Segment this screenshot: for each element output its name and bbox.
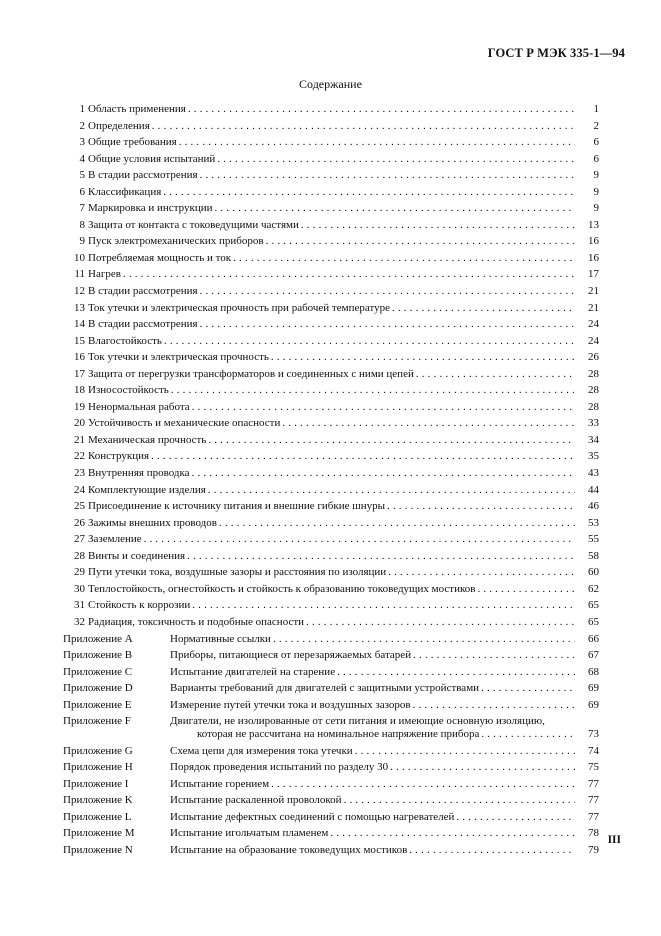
toc-entry[interactable] (63, 432, 599, 449)
toc-entry[interactable] (63, 217, 599, 234)
document-header: ГОСТ Р МЭК 335-1—94 (487, 46, 625, 60)
entry-title: Винты и соединения (88, 549, 186, 562)
entry-title: Область применения (88, 103, 186, 115)
dot-leader (200, 167, 575, 184)
entry-page: 65 (588, 599, 599, 612)
entry-page: 65 (588, 615, 599, 628)
entry-title: Классификация (88, 185, 162, 198)
entry-number: 6 (79, 185, 85, 198)
dot-leader (217, 151, 575, 168)
toc-appendix-entry[interactable] (63, 697, 599, 714)
entry-number: 9 (79, 235, 85, 248)
toc-entry[interactable] (63, 597, 599, 614)
dot-leader (151, 448, 575, 465)
appendix-prefix: Приложение I (63, 777, 129, 790)
entry-title: В стадии рассмотрения (88, 318, 198, 331)
entry-number: 17 (74, 367, 85, 380)
page-number: III (607, 834, 621, 846)
entry-page: 6 (593, 152, 599, 165)
entry-title: Маркировка и инструкции (88, 202, 213, 215)
dot-leader (388, 564, 575, 581)
dot-leader (208, 482, 575, 499)
entry-page: 9 (593, 169, 599, 182)
entry-title: Радиация, токсичность и подобные опасности (88, 615, 305, 628)
dot-leader (123, 266, 575, 283)
entry-title: Ток утечки и электрическая прочность при рабочей температуре (88, 301, 390, 314)
toc-entry[interactable] (63, 167, 599, 184)
entry-page: 21 (588, 301, 599, 314)
entry-page: 77 (588, 777, 599, 790)
entry-page: 1 (593, 103, 599, 115)
entry-page: 28 (588, 367, 599, 380)
appendix-prefix: Приложение C (63, 665, 133, 678)
appendix-title: Испытание на образование токоведущих мостиков (170, 844, 408, 857)
entry-page: 62 (588, 582, 599, 595)
appendix-title-cont: которая не рассчитана на номинальное напряжение прибора (197, 727, 480, 740)
entry-page: 34 (588, 433, 599, 446)
dot-leader (456, 809, 575, 826)
entry-page: 43 (588, 467, 599, 480)
entry-page: 67 (588, 649, 599, 662)
entry-page: 46 (588, 500, 599, 513)
entry-page: 16 (588, 251, 599, 264)
entry-page: 17 (588, 268, 599, 281)
entry-number: 12 (74, 285, 85, 298)
toc-appendix-entry[interactable] (63, 776, 599, 793)
entry-title: Защита от контакта с токоведущими частями (88, 218, 299, 231)
toc-appendix-entry[interactable] (63, 759, 599, 776)
entry-page: 79 (588, 844, 599, 857)
entry-page: 9 (593, 185, 599, 198)
entry-title: В стадии рассмотрения (88, 169, 198, 182)
dot-leader (152, 118, 575, 135)
entry-page: 60 (588, 566, 599, 579)
appendix-prefix: Приложение F (63, 715, 131, 728)
dot-leader (215, 200, 576, 217)
appendix-title: Испытание игольчатым пламенем (170, 827, 329, 840)
entry-number: 14 (74, 318, 85, 331)
entry-number: 16 (74, 351, 85, 364)
dot-leader (416, 366, 575, 383)
appendix-title-block (170, 715, 599, 740)
dot-leader (390, 759, 575, 776)
entry-number: 22 (74, 450, 85, 463)
entry-page: 75 (588, 761, 599, 774)
entry-page: 66 (588, 632, 599, 645)
entry-title: Защита от перегрузки трансформаторов и соединенных с ними цепей (88, 367, 414, 380)
toc-entry[interactable] (63, 382, 599, 399)
entry-number: 18 (74, 384, 85, 397)
entry-title: Общие условия испытаний (88, 152, 216, 165)
dot-leader (413, 697, 575, 714)
dot-leader (306, 614, 575, 631)
entry-page: 74 (588, 744, 599, 757)
entry-page: 6 (593, 136, 599, 149)
dot-leader (163, 184, 575, 201)
entry-title: Конструкция (88, 450, 150, 463)
entry-number: 8 (79, 218, 85, 231)
appendix-prefix: Приложение M (63, 827, 135, 840)
dot-leader (192, 399, 575, 416)
dot-leader (271, 349, 575, 366)
dot-leader (355, 743, 575, 760)
toc-entry[interactable] (63, 399, 599, 416)
entry-number: 21 (74, 433, 85, 446)
table-of-contents (63, 101, 599, 859)
entry-page: 69 (588, 698, 599, 711)
toc-entry[interactable] (63, 515, 599, 532)
entry-number: 15 (74, 334, 85, 347)
entry-page: 77 (588, 810, 599, 823)
toc-appendix-entry[interactable] (63, 664, 599, 681)
toc-entry[interactable] (63, 366, 599, 383)
dot-leader (271, 776, 575, 793)
entry-page: 44 (588, 483, 599, 496)
entry-number: 13 (74, 301, 85, 314)
entry-title: Ненормальная работа (88, 400, 190, 413)
dot-leader (200, 283, 575, 300)
dot-leader (273, 631, 575, 648)
toc-entry[interactable] (63, 118, 599, 135)
dot-leader (266, 233, 575, 250)
toc-entry[interactable] (63, 548, 599, 565)
toc-entry[interactable] (63, 349, 599, 366)
toc-entry[interactable] (63, 531, 599, 548)
toc-entry[interactable] (63, 151, 599, 168)
entry-title: Общие требования (88, 136, 177, 149)
entry-number: 30 (74, 582, 85, 595)
entry-page: 26 (588, 351, 599, 364)
toc-entry[interactable] (63, 498, 599, 515)
toc-appendix-entry[interactable] (63, 743, 599, 760)
dot-leader (233, 250, 575, 267)
entry-number: 29 (74, 566, 85, 579)
entry-page: 21 (588, 285, 599, 298)
toc-entry[interactable] (63, 465, 599, 482)
entry-number: 19 (74, 400, 85, 413)
dot-leader (192, 465, 575, 482)
entry-number: 26 (74, 516, 85, 529)
entry-title: Ток утечки и электрическая прочность (88, 351, 269, 364)
entry-title: Износостойкость (88, 384, 169, 397)
entry-page: 24 (588, 334, 599, 347)
entry-title: Пути утечки тока, воздушные зазоры и расстояния по изоляции (88, 566, 387, 579)
appendix-title: Нормативные ссылки (170, 632, 271, 645)
appendix-title: Двигатели, не изолированные от сети питания и имеющие основную изоляцию, (170, 715, 545, 728)
toc-entry[interactable] (63, 333, 599, 350)
entry-page: 55 (588, 533, 599, 546)
entry-number: 3 (79, 136, 85, 149)
dot-leader (219, 515, 575, 532)
toc-entry[interactable] (63, 266, 599, 283)
toc-appendix-entry[interactable] (63, 647, 599, 664)
toc-entry[interactable] (63, 581, 599, 598)
toc-entry[interactable] (63, 200, 599, 217)
entry-title: Нагрев (88, 268, 121, 281)
entry-title: Устойчивость и механические опасности (88, 417, 281, 430)
entry-number: 32 (74, 615, 85, 628)
toc-entry[interactable] (63, 250, 599, 267)
entry-number: 24 (74, 483, 85, 496)
toc-entry[interactable] (63, 134, 599, 151)
toc-entry[interactable] (63, 101, 599, 118)
entry-title: Внутренняя проводка (88, 467, 190, 480)
dot-leader (330, 825, 575, 842)
appendix-title: Измерение путей утечки тока и воздушных зазоров (170, 698, 411, 711)
appendix-prefix: Приложение B (63, 649, 133, 662)
appendix-prefix: Приложение L (63, 810, 132, 823)
dot-leader (187, 548, 575, 565)
entry-page: 28 (588, 384, 599, 397)
entry-title: В стадии рассмотрения (88, 285, 198, 298)
entry-number: 5 (79, 169, 85, 182)
toc-appendix-entry[interactable] (63, 713, 599, 743)
entry-page: 78 (588, 827, 599, 840)
dot-leader (188, 101, 575, 118)
dot-leader (164, 333, 575, 350)
toc-entry[interactable] (63, 482, 599, 499)
toc-title: Содержание (299, 77, 362, 91)
entry-page: 53 (588, 516, 599, 529)
dot-leader (477, 581, 575, 598)
entry-page: 77 (588, 794, 599, 807)
entry-page: 28 (588, 400, 599, 413)
appendix-prefix: Приложение K (63, 794, 133, 807)
entry-title: Потребляемая мощность и ток (88, 251, 232, 264)
dot-leader (171, 382, 575, 399)
entry-number: 27 (74, 533, 85, 546)
toc-appendix-entry[interactable] (63, 809, 599, 826)
entry-title: Стойкость к коррозии (88, 599, 191, 612)
entry-title: Теплостойкость, огнестойкость и стойкость к образованию токоведущих мостиков (88, 582, 476, 595)
entry-page: 9 (593, 202, 599, 215)
entry-page: 13 (588, 218, 599, 231)
appendix-prefix: Приложение D (63, 682, 133, 695)
entry-page: 2 (593, 119, 599, 132)
entry-number: 20 (74, 417, 85, 430)
dot-leader (337, 664, 575, 681)
entry-page: 69 (588, 682, 599, 695)
entry-number: 31 (74, 599, 85, 612)
entry-title: Механическая прочность (88, 433, 207, 446)
entry-title: Пуск электромеханических приборов (88, 235, 264, 248)
appendix-prefix: Приложение H (63, 761, 133, 774)
entry-title: Влагостойкость (88, 334, 162, 347)
appendix-title: Варианты требований для двигателей с защитными устройствами (170, 682, 480, 695)
toc-entry[interactable] (63, 233, 599, 250)
entry-number: 11 (74, 268, 85, 281)
appendix-title: Схема цепи для измерения тока утечки (170, 744, 353, 757)
entry-title: Заземление (88, 533, 142, 546)
appendix-prefix: Приложение G (63, 744, 133, 757)
dot-leader (344, 792, 575, 809)
toc-entry[interactable] (63, 300, 599, 317)
entry-page: 35 (588, 450, 599, 463)
toc-appendix-entry[interactable] (63, 825, 599, 842)
entry-number: 25 (74, 500, 85, 513)
entry-page: 24 (588, 318, 599, 331)
entry-page: 33 (588, 417, 599, 430)
entry-title: Зажимы внешних проводов (88, 516, 217, 529)
entry-number: 1 (79, 103, 85, 115)
entry-page: 16 (588, 235, 599, 248)
toc-entry[interactable] (63, 184, 599, 201)
appendix-title: Испытание раскаленной проволокой (170, 794, 342, 807)
toc-entry[interactable] (63, 564, 599, 581)
dot-leader (481, 680, 575, 697)
dot-leader (481, 728, 575, 741)
toc-appendix-entry[interactable] (63, 631, 599, 648)
toc-entry[interactable] (63, 614, 599, 631)
toc-appendix-entry[interactable] (63, 842, 599, 859)
entry-number: 23 (74, 467, 85, 480)
dot-leader (282, 415, 575, 432)
dot-leader (301, 217, 575, 234)
appendix-title: Испытание двигателей на старение (170, 665, 336, 678)
dot-leader (409, 842, 575, 859)
dot-leader (387, 498, 575, 515)
entry-number: 10 (74, 251, 85, 264)
entry-number: 7 (79, 202, 85, 215)
toc-entry[interactable] (63, 448, 599, 465)
appendix-prefix: Приложение N (63, 844, 133, 857)
dot-leader (200, 316, 575, 333)
dot-leader (413, 647, 575, 664)
appendix-title: Испытание дефектных соединений с помощью нагревателей (170, 810, 455, 823)
dot-leader (208, 432, 575, 449)
appendix-title: Приборы, питающиеся от перезаряжаемых батарей (170, 649, 412, 662)
appendix-title-line2 (170, 728, 599, 741)
toc-entry[interactable] (63, 415, 599, 432)
dot-leader (179, 134, 575, 151)
entry-title: Комплектующие изделия (88, 483, 206, 496)
appendix-title: Испытание горением (170, 777, 270, 790)
appendix-prefix: Приложение E (63, 698, 132, 711)
entry-number: 2 (79, 119, 85, 132)
appendix-title: Порядок проведения испытаний по разделу 30 (170, 761, 389, 774)
dot-leader (192, 597, 575, 614)
entry-page: 73 (588, 727, 599, 740)
dot-leader (392, 300, 575, 317)
toc-entry[interactable] (63, 283, 599, 300)
entry-page: 58 (588, 549, 599, 562)
entry-number: 28 (74, 549, 85, 562)
appendix-prefix: Приложение A (63, 632, 133, 645)
entry-page: 68 (588, 665, 599, 678)
dot-leader (144, 531, 575, 548)
toc-entry[interactable] (63, 316, 599, 333)
toc-appendix-entry[interactable] (63, 792, 599, 809)
entry-number: 4 (79, 152, 85, 165)
entry-title: Определения (88, 119, 150, 132)
toc-appendix-entry[interactable] (63, 680, 599, 697)
entry-title: Присоединение к источнику питания и внешние гибкие шнуры (88, 500, 385, 513)
